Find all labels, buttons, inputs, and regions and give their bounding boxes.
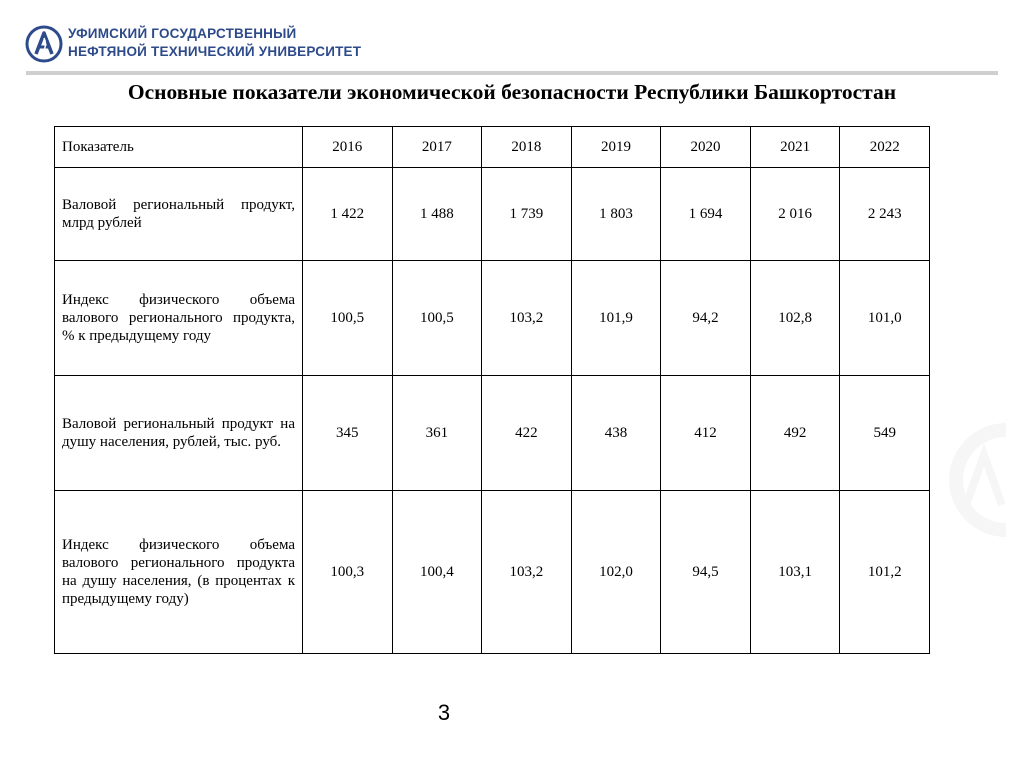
header-cell-year: 2022 <box>840 127 930 168</box>
table-cell: 1 739 <box>482 168 572 261</box>
table-cell: 1 803 <box>571 168 661 261</box>
table-cell: 100,5 <box>303 261 393 376</box>
table-row <box>55 168 930 261</box>
table-cell: 438 <box>571 376 661 491</box>
table-cell: 103,2 <box>482 491 572 654</box>
table-cell: 100,5 <box>392 261 482 376</box>
table-cell: 103,2 <box>482 261 572 376</box>
table-cell: 100,4 <box>392 491 482 654</box>
table-cell: 1 694 <box>661 168 751 261</box>
table-cell: 103,1 <box>750 491 840 654</box>
header-divider <box>26 71 998 75</box>
table-cell: 345 <box>303 376 393 491</box>
header-cell-year: 2019 <box>571 127 661 168</box>
row-label: Валовой региональный продукт на душу населения, рублей, тыс. руб. <box>55 376 303 491</box>
table-cell: 101,2 <box>840 491 930 654</box>
header-cell-year: 2021 <box>750 127 840 168</box>
table-cell: 102,8 <box>750 261 840 376</box>
table-cell: 94,5 <box>661 491 751 654</box>
table-cell: 94,2 <box>661 261 751 376</box>
header-cell-year: 2018 <box>482 127 572 168</box>
table-cell: 412 <box>661 376 751 491</box>
table-row <box>55 261 930 376</box>
table-cell: 101,0 <box>840 261 930 376</box>
table-cell: 100,3 <box>303 491 393 654</box>
page-number: 3 <box>437 700 451 725</box>
university-logo-icon <box>24 24 64 64</box>
table-cell: 2 243 <box>840 168 930 261</box>
university-name-line1: УФИМСКИЙ ГОСУДАРСТВЕННЫЙ <box>68 26 297 41</box>
table-row <box>55 491 930 654</box>
table-row <box>55 376 930 491</box>
watermark-logo-icon <box>926 420 1016 540</box>
header-cell-year: 2020 <box>661 127 751 168</box>
header-cell-year: 2017 <box>392 127 482 168</box>
header-cell-year: 2016 <box>303 127 393 168</box>
page-title: Основные показатели экономической безопасности Республики Башкортостан <box>127 80 897 104</box>
table-cell: 1 422 <box>303 168 393 261</box>
table-cell: 1 488 <box>392 168 482 261</box>
table-cell: 492 <box>750 376 840 491</box>
table-cell: 361 <box>392 376 482 491</box>
header-cell-indicator: Показатель <box>55 127 303 168</box>
table-cell: 422 <box>482 376 572 491</box>
table-header-row <box>55 127 930 168</box>
row-label: Валовой региональный продукт, млрд рублей <box>55 168 303 261</box>
table-cell: 549 <box>840 376 930 491</box>
table-cell: 102,0 <box>571 491 661 654</box>
university-header <box>24 22 364 66</box>
indicators-table <box>54 126 930 654</box>
table-cell: 101,9 <box>571 261 661 376</box>
row-label: Индекс физического объема валового регионального продукта на душу населения, (в процентах к предыдущему году) <box>55 491 303 654</box>
university-name-line2: НЕФТЯНОЙ ТЕХНИЧЕСКИЙ УНИВЕРСИТЕТ <box>68 44 362 59</box>
row-label: Индекс физического объема валового регионального продукта, % к предыдущему году <box>55 261 303 376</box>
table-cell: 2 016 <box>750 168 840 261</box>
